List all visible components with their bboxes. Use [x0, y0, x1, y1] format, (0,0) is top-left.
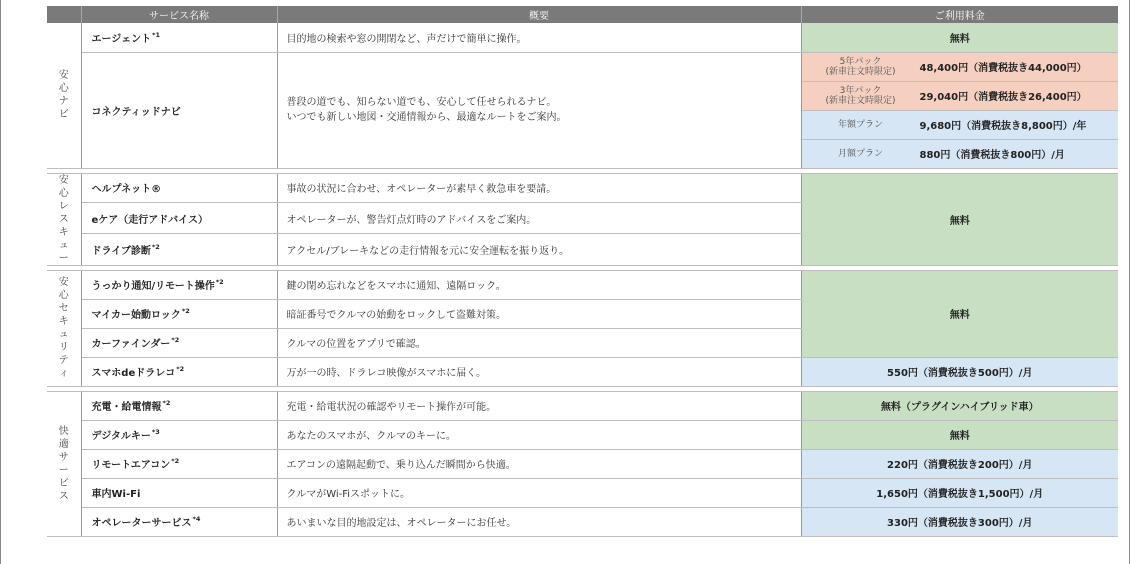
service-name: デジタルキー$^{*3}$	[81, 420, 277, 449]
service-name: エージェント$^{*1}$	[81, 23, 277, 52]
service-desc: 事故の状況に合わせ、オペレーターが素早く救急車を要請。	[277, 173, 801, 203]
category-kaiteki: 快適サービス	[47, 391, 81, 536]
price-plan-3yr: 3年パック (新車注文時限定) 29,040円（消費税抜き26,400円）	[801, 81, 1118, 110]
service-name: 車内Wi-Fi	[81, 478, 277, 507]
service-desc: あいまいな目的地設定は、オペレーターにお任せ。	[277, 507, 801, 536]
service-desc: アクセル/ブレーキなどの走行情報を元に安全運転を振り返り。	[277, 234, 801, 265]
service-name: スマホdeドラレコ$^{*2}$	[81, 357, 277, 386]
price-monthly: 220円（消費税抜き200円）/月	[801, 449, 1118, 478]
category-anshin-navi: 安心ナビ	[47, 23, 81, 168]
price-plan-5yr: 5年パック (新車注文時限定) 48,400円（消費税抜き44,000円）	[801, 52, 1118, 81]
table-row	[47, 478, 1118, 507]
service-desc: 普段の道でも、知らない道でも、安心して任せられるナビ。 いつでも新しい地図・交通情報から、最適なルートをご案内。	[277, 52, 801, 168]
service-desc: 鍵の閉め忘れなどをスマホに通知、遠隔ロック。	[277, 270, 801, 299]
price-free: 無料（プラグインハイブリッド車）	[801, 391, 1118, 420]
table-row	[47, 52, 1118, 81]
service-name: オペレーターサービス$^{*4}$	[81, 507, 277, 536]
service-name: うっかり通知/リモート操作$^{*2}$	[81, 270, 277, 299]
price-plan-monthly: 月額プラン 880円（消費税抜き800円）/月	[801, 139, 1118, 168]
service-desc: クルマの位置をアプリで確認。	[277, 328, 801, 357]
service-desc: あなたのスマホが、クルマのキーに。	[277, 420, 801, 449]
category-anshin-rescue: 安心レスキュー	[47, 173, 81, 265]
header-price: ご利用料金	[801, 6, 1118, 23]
service-desc: 暗証番号でクルマの始動をロックして盗難対策。	[277, 299, 801, 328]
service-name: eケア（走行アドバイス）	[81, 203, 277, 234]
page-border-left	[0, 0, 1, 564]
price-monthly: 330円（消費税抜き300円）/月	[801, 507, 1118, 536]
service-desc: 万が一の時、ドラレコ映像がスマホに届く。	[277, 357, 801, 386]
price-monthly: 1,650円（消費税抜き1,500円）/月	[801, 478, 1118, 507]
category-anshin-security: 安心セキュリティ	[47, 270, 81, 386]
service-desc: エアコンの遠隔起動で、乗り込んだ瞬間から快適。	[277, 449, 801, 478]
service-name: カーファインダー$^{*2}$	[81, 328, 277, 357]
price-monthly: 550円（消費税抜き500円）/月	[801, 357, 1118, 386]
header-category	[47, 6, 81, 23]
table-row	[47, 391, 1118, 420]
table-row	[47, 420, 1118, 449]
table-row	[47, 449, 1118, 478]
service-name: リモートエアコン$^{*2}$	[81, 449, 277, 478]
price-free: 無料	[801, 420, 1118, 449]
service-desc: クルマがWi-Fiスポットに。	[277, 478, 801, 507]
table-header-row	[47, 6, 1118, 23]
table-row	[47, 23, 1118, 52]
service-desc: オペレーターが、警告灯点灯時のアドバイスをご案内。	[277, 203, 801, 234]
service-name: 充電・給電情報$^{*2}$	[81, 391, 277, 420]
header-overview: 概要	[277, 6, 801, 23]
table-row	[47, 507, 1118, 536]
price-plan-yearly: 年額プラン 9,680円（消費税抜き8,800円）/年	[801, 110, 1118, 139]
table-row	[47, 270, 1118, 299]
service-pricing-table	[47, 6, 1118, 537]
service-name: ドライブ診断$^{*2}$	[81, 234, 277, 265]
table-row	[47, 173, 1118, 203]
service-desc: 充電・給電状況の確認やリモート操作が可能。	[277, 391, 801, 420]
header-service-name: サービス名称	[81, 6, 277, 23]
service-name: コネクティッドナビ	[81, 52, 277, 168]
service-desc: 目的地の検索や窓の開閉など、声だけで簡単に操作。	[277, 23, 801, 52]
table-row	[47, 357, 1118, 386]
price-free: 無料	[801, 173, 1118, 265]
price-free: 無料	[801, 270, 1118, 357]
service-name: ヘルプネット®	[81, 173, 277, 203]
price-free: 無料	[801, 23, 1118, 52]
service-name: マイカー始動ロック$^{*2}$	[81, 299, 277, 328]
